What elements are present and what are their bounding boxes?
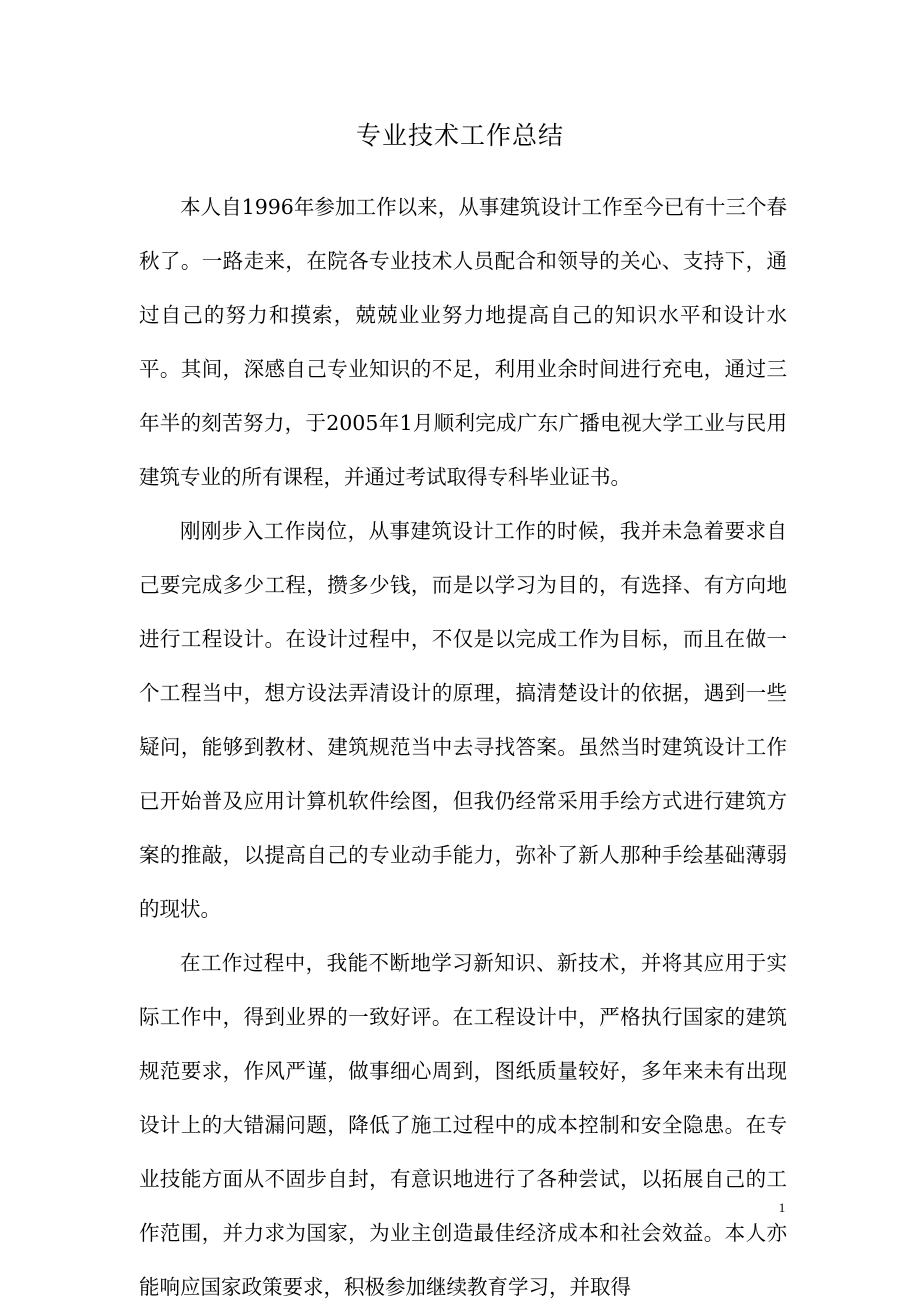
page-number: 1 bbox=[778, 1200, 786, 1215]
paragraph-2: 刚刚步入工作岗位，从事建筑设计工作的时候，我并未急着要求自己要完成多少工程，攒多少钱，而是以学习为目的，有选择、有方向地进行工程设计。在设计过程中，不仅是以完成工作为目标，而且在做一个工程当中，想方设法弄清设计的原理，搞清楚设计的依据，遇到一些疑问，能够到教材、建筑规范当中去寻找答案。虽然当时建筑设计工作已开始普及应用计算机软件绘图，但我仍经常采用手绘方式进行建筑方案的推敲，以提高自己的专业动手能力，弥补了新人那种手绘基础薄弱的现状。 bbox=[139, 519, 787, 921]
paragraph-1: 本人自1996年参加工作以来，从事建筑设计工作至今已有十三个春秋了。一路走来，在院各专业技术人员配合和领导的关心、支持下，通过自己的努力和摸索，兢兢业业努力地提高自己的知识水平和设计水平。其间，深感自己专业知识的不足，利用业余时间进行充电，通过三年半的刻苦努力，于2005年1月顺利完成广东广播电视大学工业与民用建筑专业的所有课程，并通过考试取得专科毕业证书。 bbox=[139, 195, 787, 489]
document-title: 专业技术工作总结 bbox=[355, 121, 564, 150]
paragraph-3: 在工作过程中，我能不断地学习新知识、新技术，并将其应用于实际工作中，得到业界的一致好评。在工程设计中，严格执行国家的建筑规范要求，作风严谨，做事细心周到，图纸质量较好，多年来未有出现设计上的大错漏问题，降低了施工过程中的成本控制和安全隐患。在专业技能方面从不固步自封，有意识地进行了各种尝试，以拓展自己的工作范围，并力求为国家，为业主创造最佳经济成本和社会效益。本人亦能响应国家政策要求，积极参加继续教育学习，并取得 bbox=[139, 951, 787, 1299]
document-body bbox=[139, 180, 787, 1314]
